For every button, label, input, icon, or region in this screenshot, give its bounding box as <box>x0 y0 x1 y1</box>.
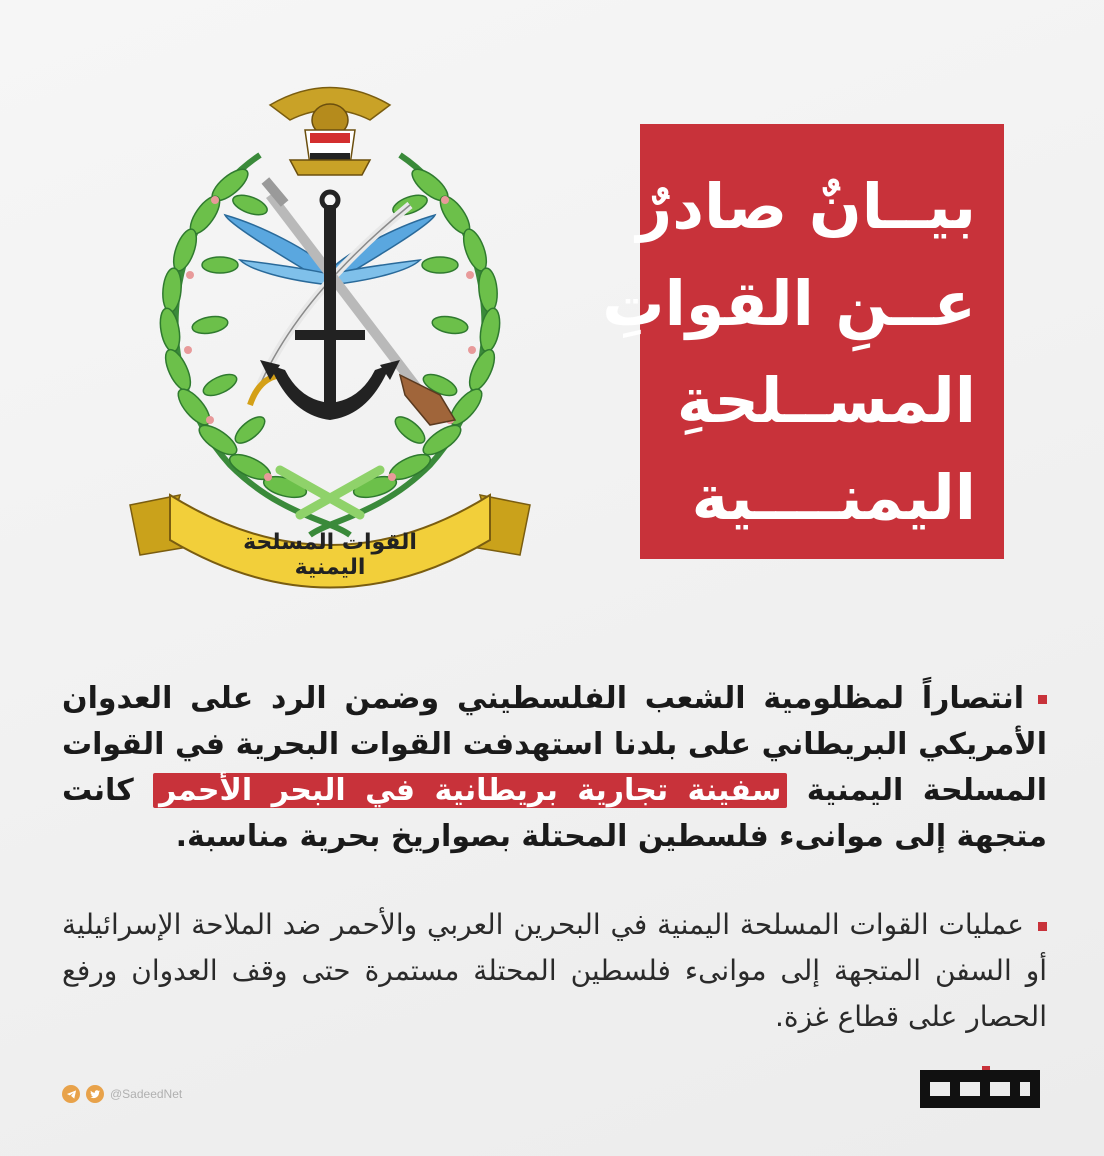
emblem-banner-text: القوات المسلحة اليمنية <box>243 530 417 580</box>
paragraph-1-text-end: كانت متجهة إلى موانىء فلسطين المحتلة بصواريخ بحرية مناسبة. <box>62 773 1047 854</box>
statement-title-box <box>602 124 1004 559</box>
title-line-4: اليمنــــية <box>691 461 976 534</box>
social-handle: @SadeedNet <box>110 1087 183 1101</box>
footer-social <box>62 1082 182 1106</box>
anchor-icon <box>260 192 400 420</box>
sadeed-logo <box>920 1066 1040 1112</box>
statement-paragraph-1 <box>62 676 1047 860</box>
eagle-crest-icon <box>270 88 390 176</box>
telegram-icon[interactable] <box>62 1085 80 1103</box>
bullet-icon <box>1038 922 1047 931</box>
paragraph-2-text: عمليات القوات المسلحة اليمنية في البحرين العربي والأحمر ضد الملاحة الإسرائيلية أو السفن المتجهة إلى موانىء فلسطين المحتلة مستمرة حتى وقف العدوان ورفع الحصار على قطاع غزة. <box>62 908 1047 1033</box>
wreath-left <box>157 155 350 535</box>
paragraph-1-highlight: سفينة تجارية بريطانية في البحر الأحمر <box>153 773 787 808</box>
title-line-1: بيــانٌ صادرٌ <box>636 170 976 243</box>
bullet-icon <box>1038 695 1047 704</box>
title-line-2: عــنِ القواتِ <box>602 267 976 340</box>
twitter-icon[interactable] <box>86 1085 104 1103</box>
statement-paragraph-2 <box>62 902 1047 1040</box>
paragraph-1-text-start: انتصاراً لمظلومية الشعب الفلسطيني وضمن الرد على العدوان الأمريكي البريطاني على بلدنا استهدفت القوات البحرية في القوات المسلحة اليمنية <box>62 681 1048 808</box>
armed-forces-emblem <box>110 75 550 595</box>
emblem-graphic <box>110 75 550 595</box>
title-line-3: المســلحةِ <box>676 364 976 437</box>
